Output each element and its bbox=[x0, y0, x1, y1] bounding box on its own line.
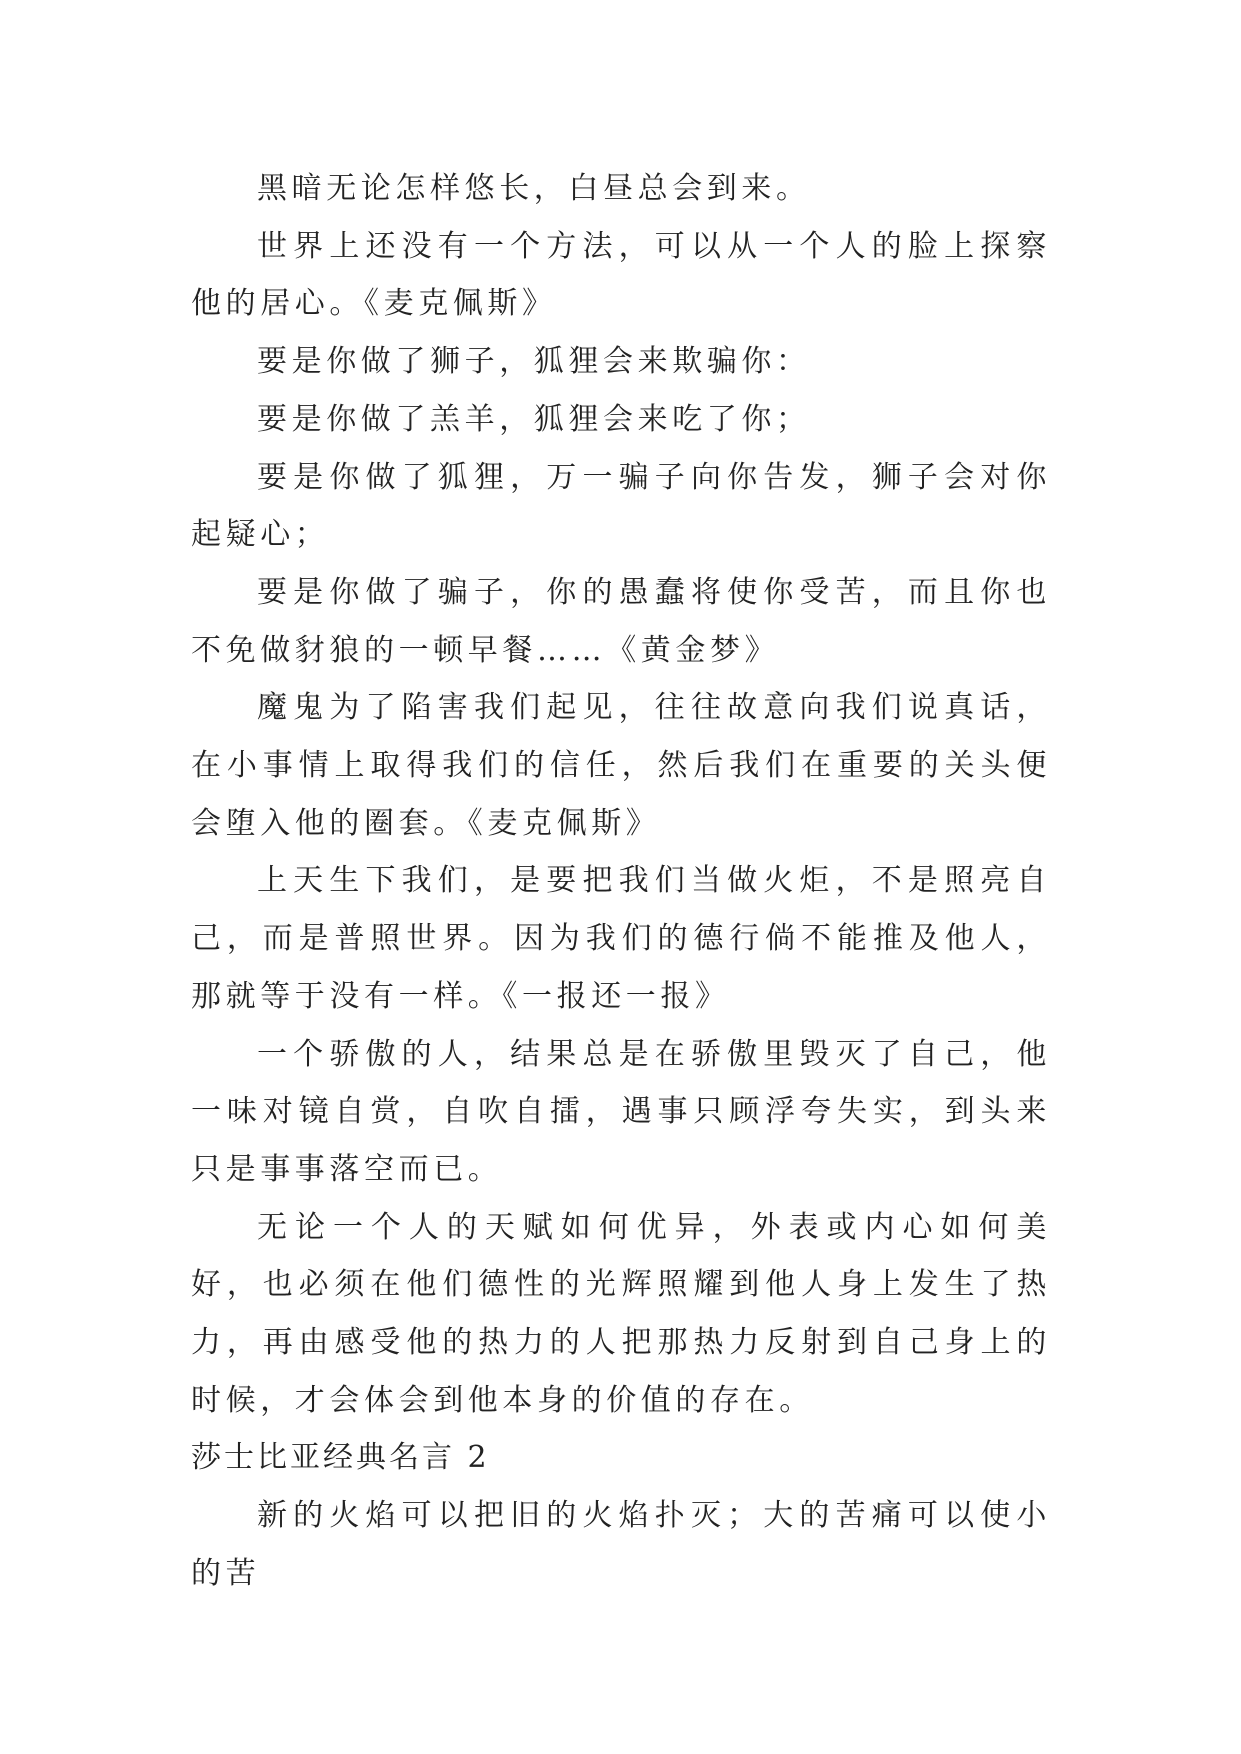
document-body bbox=[191, 160, 1051, 1603]
paragraph: 要是你做了狮子，狐狸会来欺骗你： bbox=[257, 344, 811, 380]
section-heading: 莎士比亚经典名言 2 bbox=[191, 1440, 490, 1476]
paragraph: 要是你做了羔羊，狐狸会来吃了你； bbox=[257, 401, 811, 437]
paragraph: 黑暗无论怎样悠长，白昼总会到来。 bbox=[257, 171, 811, 206]
paragraph: 世界上还没有一个方法，可以从一个人的脸上探察他的居心。《麦克佩斯》 bbox=[191, 228, 1051, 322]
paragraph: 要是你做了骗子，你的愚蠢将使你受苦，而且你也不免做豺狼的一顿早餐……《黄金梦》 bbox=[191, 574, 1051, 668]
paragraph: 要是你做了狐狸，万一骗子向你告发，狮子会对你起疑心； bbox=[191, 459, 1051, 553]
paragraph: 上天生下我们，是要把我们当做火炬，不是照亮自己，而是普照世界。因为我们的德行倘不能推及他人，那就等于没有一样。《一报还一报》 bbox=[191, 863, 1051, 1014]
paragraph: 一个骄傲的人，结果总是在骄傲里毁灭了自己，他一味对镜自赏，自吹自擂，遇事只顾浮夸失实，到头来只是事事落空而已。 bbox=[191, 1036, 1051, 1187]
paragraph: 无论一个人的天赋如何优异，外表或内心如何美好，也必须在他们德性的光辉照耀到他人身上发生了热力，再由感受他的热力的人把那热力反射到自己身上的时候，才会体会到他本身的价值的存在。 bbox=[191, 1209, 1051, 1418]
paragraph: 新的火焰可以把旧的火焰扑灭；大的苦痛可以使小的苦 bbox=[191, 1498, 1051, 1591]
paragraph: 魔鬼为了陷害我们起见，往往故意向我们说真话，在小事情上取得我们的信任，然后我们在重要的关头便会堕入他的圈套。《麦克佩斯》 bbox=[191, 690, 1051, 841]
